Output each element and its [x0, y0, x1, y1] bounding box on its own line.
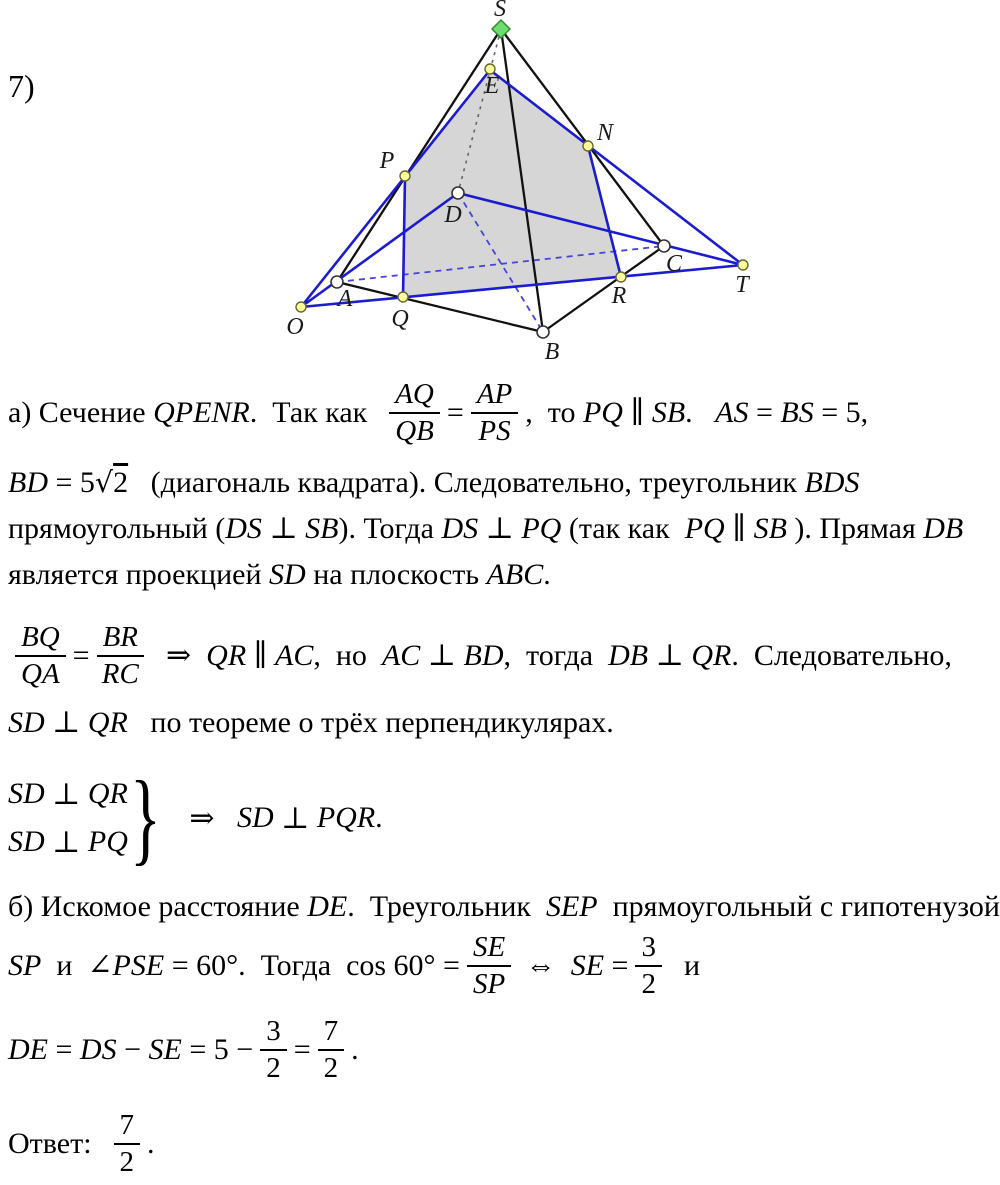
text-segment: . Треугольник	[347, 890, 546, 924]
label-N: N	[596, 120, 614, 146]
text-segment: б) Искомое расстояние	[8, 890, 308, 924]
text-segment: .	[685, 396, 716, 430]
text-segment: QR	[87, 777, 128, 810]
label-Q: Q	[391, 306, 409, 332]
text-segment: SD	[236, 801, 274, 834]
text-segment: ). Прямая	[786, 512, 924, 546]
problem-number: 7)	[8, 68, 35, 104]
text-segment: прямоугольный (	[8, 512, 226, 546]
text-segment: . Так как	[249, 396, 383, 430]
text-segment: , тогда	[503, 639, 609, 673]
text-segment: BD	[8, 466, 48, 500]
point-O-marker	[296, 302, 306, 312]
label-B: B	[544, 339, 560, 365]
fraction: $\frac{SE}{SP}$	[467, 931, 511, 1002]
text-segment: ). Тогда	[338, 512, 442, 546]
text-segment: на плоскость	[305, 558, 487, 592]
fraction: $\frac{3}{2}$	[260, 1015, 287, 1086]
text-segment: .	[543, 558, 551, 592]
point-N-marker	[583, 141, 593, 151]
system-brace: }	[129, 760, 161, 876]
text-segment: (так как	[561, 512, 685, 546]
text-segment: SP	[8, 949, 42, 983]
text-segment: = 5	[48, 466, 95, 500]
fraction: $\frac{BQ}{QA}$	[15, 621, 66, 692]
text-segment: .	[351, 1033, 359, 1067]
pyramid-cross-section-diagram	[0, 0, 1000, 368]
text-segment: SEP	[545, 890, 598, 924]
sqrt-expression: √2	[94, 466, 129, 500]
point-R-marker	[616, 272, 626, 282]
pyramid-figure	[0, 0, 1000, 368]
label-S: S	[494, 0, 506, 22]
text-segment: DS	[441, 512, 479, 546]
text-segment: PQ	[684, 512, 725, 546]
text-segment: PQ	[87, 825, 128, 858]
point-Q-marker	[398, 292, 408, 302]
solution-line-a3	[8, 506, 963, 552]
text-segment: ⊥	[261, 512, 306, 546]
text-segment: PQ	[521, 512, 562, 546]
system-row-2	[8, 818, 128, 866]
text-segment: SD	[8, 777, 45, 810]
system-equations	[8, 770, 128, 866]
text-segment: ⊥	[648, 639, 692, 673]
text-segment: QPENR	[153, 396, 250, 430]
fraction: $\frac{7}{2}$	[114, 1109, 141, 1180]
solution-line-b1	[8, 616, 952, 696]
text-segment: ⊥	[478, 512, 522, 546]
text-segment: SB	[753, 512, 787, 546]
text-segment: DS	[225, 512, 262, 546]
text-segment: SB	[651, 396, 686, 430]
text-segment: прямоугольный с гипотенузой	[597, 890, 1000, 924]
text-segment: SD	[8, 706, 45, 740]
label-D: D	[444, 202, 462, 228]
text-segment: Ответ:	[8, 1127, 107, 1161]
text-segment: AS	[715, 396, 749, 430]
text-segment: = 5,	[813, 396, 869, 430]
text-segment: DE	[307, 890, 348, 924]
system-row-1	[8, 770, 128, 818]
text-segment: ⊥	[420, 639, 464, 673]
label-P: P	[379, 148, 395, 174]
text-segment: ABC	[486, 558, 544, 592]
text-segment: QR	[87, 706, 128, 740]
text-segment: , то	[525, 396, 583, 430]
fraction: $\frac{BR}{RC}$	[97, 621, 144, 692]
text-segment: PSE	[112, 949, 165, 983]
answer-line	[8, 1104, 155, 1184]
text-segment: DB	[608, 639, 649, 673]
text-segment: SB	[305, 512, 339, 546]
text-segment: PQR	[316, 801, 376, 834]
text-segment: DE	[8, 1033, 48, 1067]
label-C: C	[665, 251, 683, 277]
text-segment: = 60°. Тогда cos 60° =	[164, 949, 460, 983]
text-segment: ⊥	[44, 706, 88, 740]
fraction: $\frac{AP}{PS}$	[471, 378, 518, 449]
solution-line-c1	[8, 884, 1000, 930]
text-segment: =	[72, 639, 90, 673]
label-O: O	[286, 314, 304, 340]
text-segment: ∥	[622, 396, 652, 430]
fraction: $\frac{AQ}{QB}$	[389, 378, 440, 449]
text-segment: и ∠	[41, 949, 113, 983]
text-segment: ∥	[724, 512, 754, 546]
text-segment: ⊥	[44, 825, 88, 859]
text-segment: =	[748, 396, 781, 430]
label-R: R	[611, 283, 627, 309]
point-S-marker	[492, 20, 510, 38]
text-segment: BDS	[804, 466, 860, 500]
text-segment: . Следовательно,	[731, 639, 952, 673]
text-segment: =	[48, 1033, 80, 1067]
text-segment: ⊥	[273, 801, 317, 835]
text-segment: а) Сечение	[8, 396, 154, 430]
text-segment: = 5 −	[181, 1033, 254, 1067]
text-segment: DS	[79, 1033, 117, 1067]
perpendicularity-system	[8, 760, 383, 876]
text-segment: SD	[8, 825, 45, 858]
text-segment: =	[446, 396, 464, 430]
text-segment: −	[116, 1033, 149, 1067]
text-segment: и	[668, 949, 700, 983]
label-T: T	[735, 272, 749, 298]
point-B-marker	[537, 326, 549, 338]
text-segment: BD	[463, 639, 504, 673]
solution-line-c3	[8, 1010, 359, 1090]
fraction: $\frac{3}{2}$	[635, 931, 662, 1002]
text-segment: DB	[923, 512, 964, 546]
text-segment: SE	[148, 1033, 182, 1067]
point-D-marker	[452, 187, 464, 199]
text-segment: (диагональ квадрата). Следовательно, треугольник	[128, 466, 805, 500]
text-segment: является проекцией	[8, 558, 270, 592]
text-segment: SE	[570, 949, 605, 983]
solution-line-b2	[8, 700, 614, 746]
text-segment: .	[375, 801, 383, 834]
text-segment: AC	[275, 639, 314, 673]
label-E: E	[484, 73, 500, 99]
solution-line-c2	[8, 926, 700, 1006]
text-segment: ⇒	[181, 801, 237, 835]
text-segment: ⊥	[44, 777, 88, 811]
label-A: A	[337, 286, 353, 312]
text-segment: =	[293, 1033, 311, 1067]
solution-line-a4	[8, 552, 551, 598]
text-segment: =	[604, 949, 629, 983]
system-conclusion	[182, 801, 383, 836]
text-segment: ⇒	[151, 639, 207, 673]
text-segment: BS	[780, 396, 814, 430]
solution-line-a1	[8, 376, 868, 450]
solution-line-a2	[8, 460, 859, 506]
text-segment: ⇔	[518, 949, 571, 983]
text-segment: PQ	[582, 396, 623, 430]
text-segment: по теореме о трёх перпендикулярах.	[127, 706, 614, 740]
text-segment: QR	[691, 639, 732, 673]
fraction: $\frac{7}{2}$	[318, 1015, 345, 1086]
point-T-marker	[738, 260, 748, 270]
text-segment: , но	[313, 639, 382, 673]
text-segment: AC	[381, 639, 421, 673]
text-segment: .	[147, 1127, 155, 1161]
text-segment: SD	[269, 558, 306, 592]
text-segment: ∥	[246, 639, 276, 673]
text-segment: QR	[206, 639, 247, 673]
point-P-marker	[400, 171, 410, 181]
